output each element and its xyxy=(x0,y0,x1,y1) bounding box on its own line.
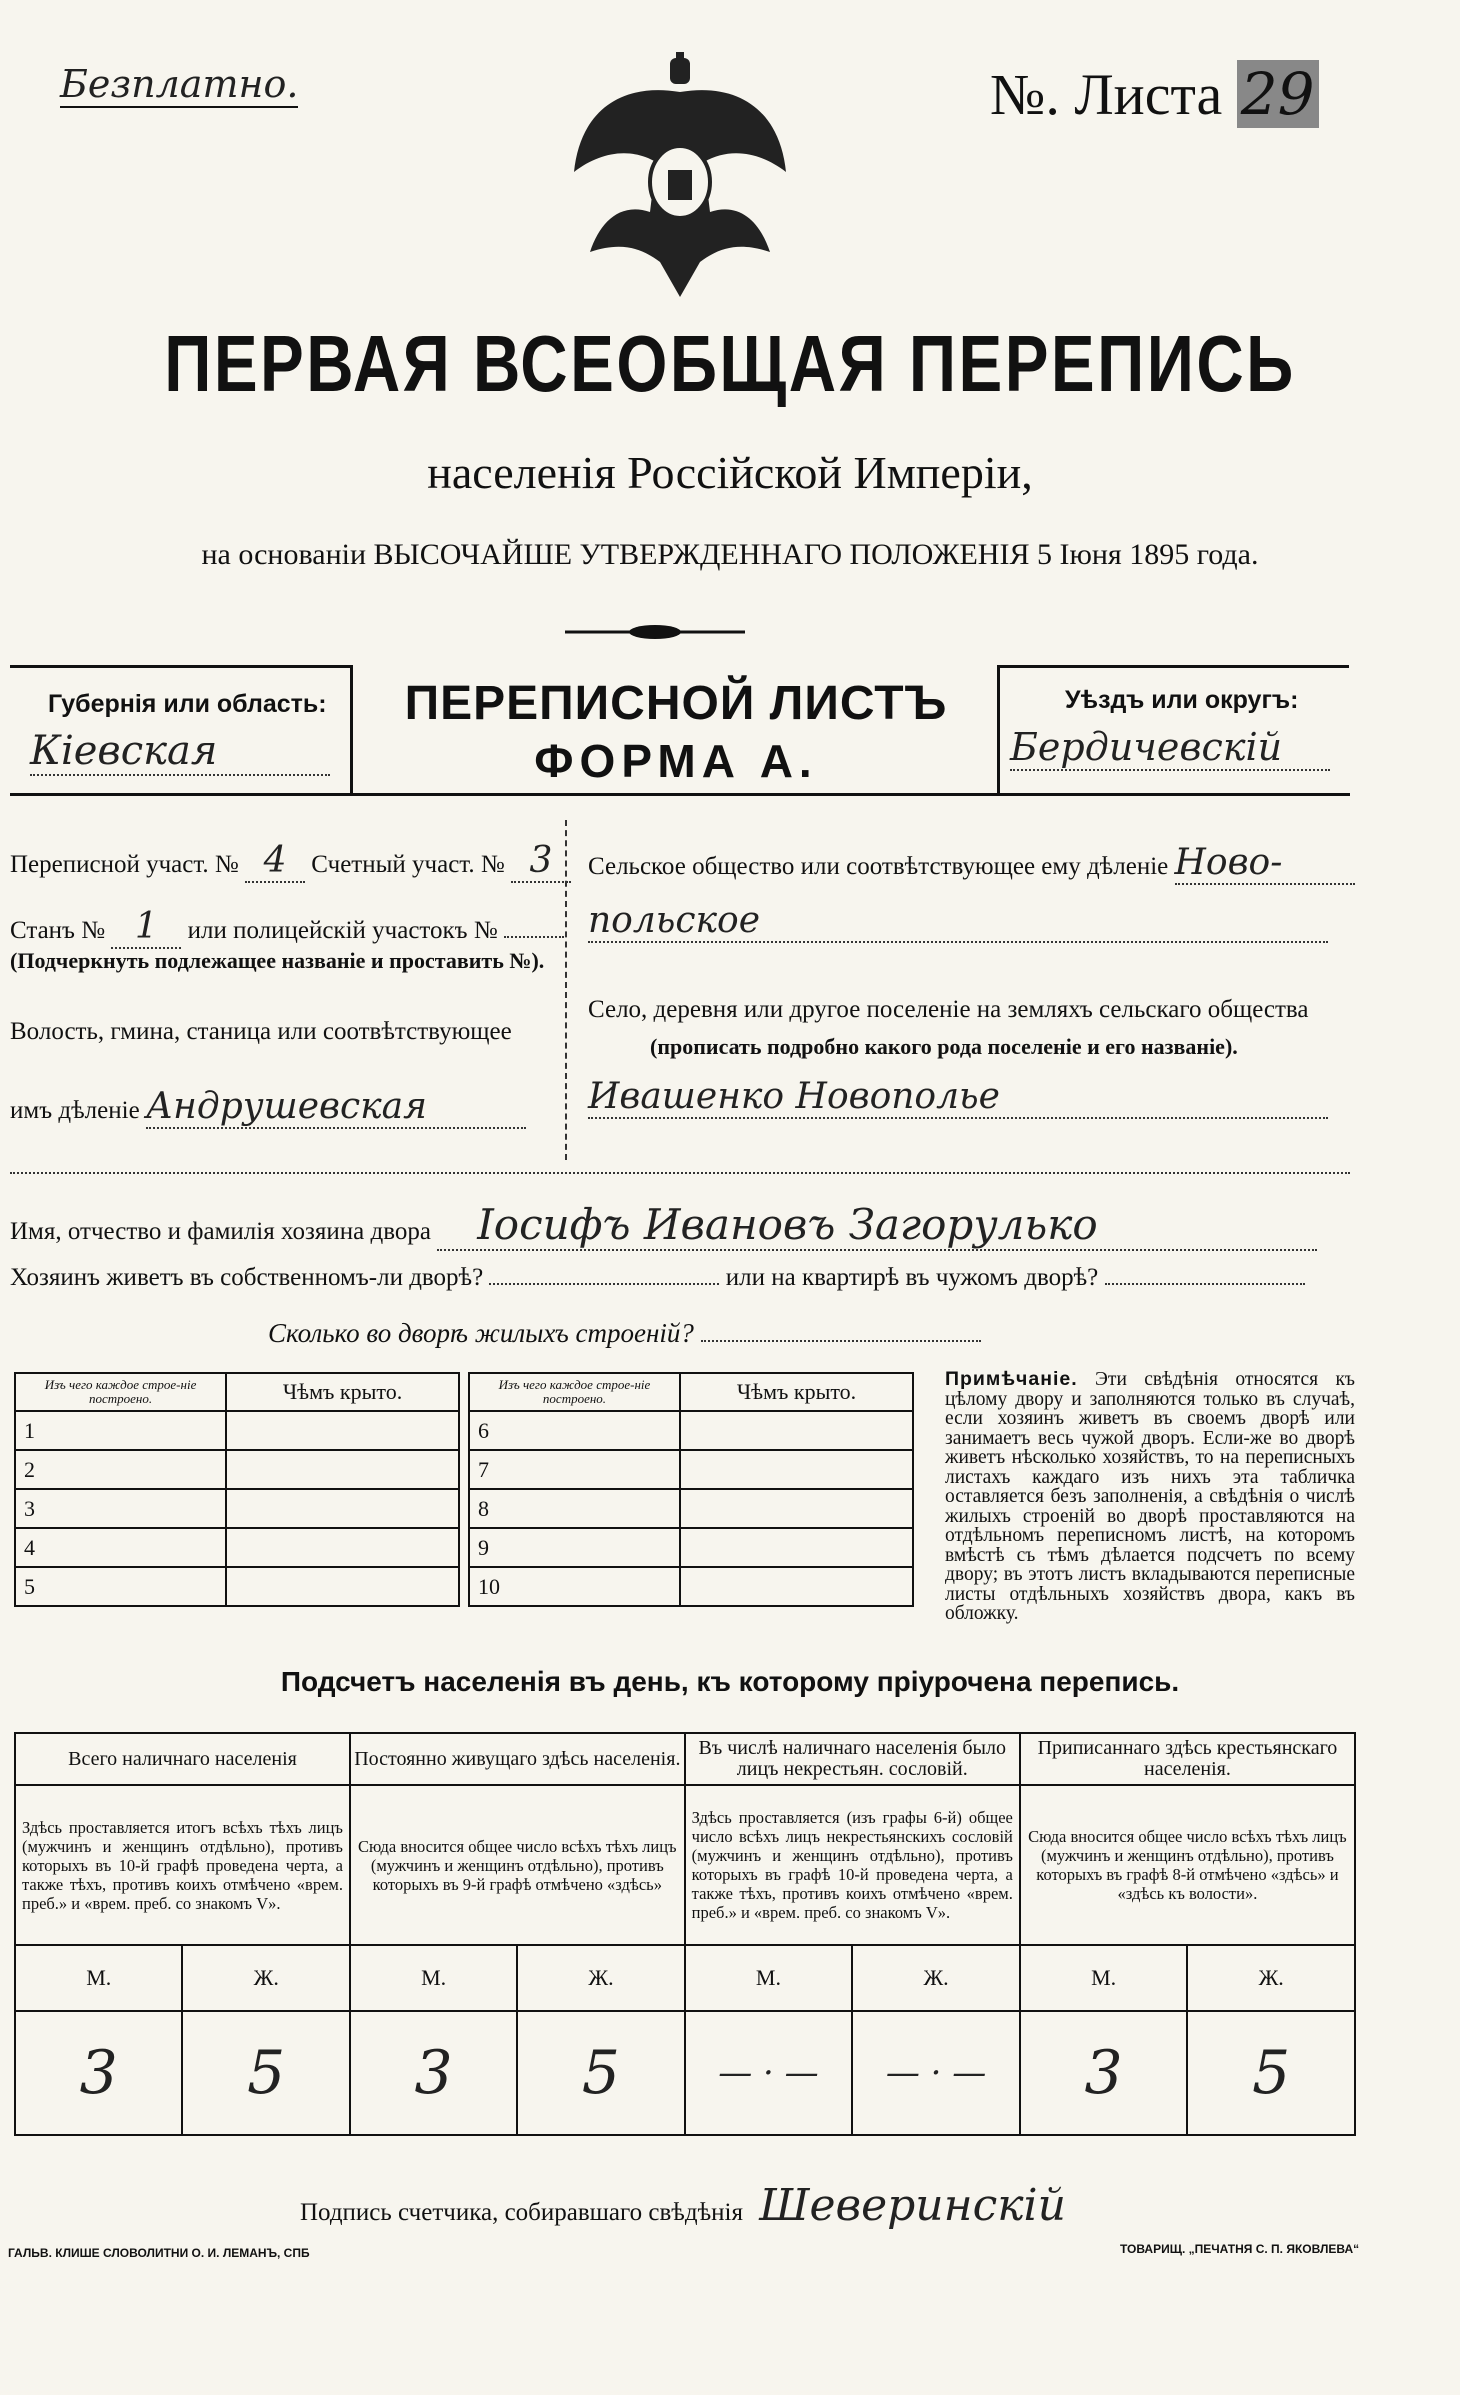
district-value: Бердичевскій xyxy=(1010,725,1330,771)
sheet-number-value: 29 xyxy=(1237,60,1319,128)
row-num: 10 xyxy=(469,1567,680,1606)
signature-row xyxy=(300,2180,1066,2231)
stan-row xyxy=(10,906,564,949)
row-num: 5 xyxy=(15,1567,226,1606)
page-subtitle: населенія Россійской Имперіи, xyxy=(427,447,1033,498)
form-subtitle: ФОРМА А. xyxy=(534,735,818,787)
ornament-divider xyxy=(565,622,745,642)
village-value: Ивашенко Новополье xyxy=(588,1076,1328,1119)
pop-col-1-f-value: 5 xyxy=(182,2011,349,2135)
note xyxy=(945,1370,1355,1624)
note-text: Эти свѣдѣнія относятся къ цѣлому двору и заполняются только въ случаѣ, если хозяинъ живетъ въ своемъ дворѣ или занимаетъ весь чужой дворъ. Если-же во дворѣ живетъ нѣсколько хозяйствъ, то на переписныхъ листахъ каждаго изъ нихъ эта табличка оставляется безъ заполненія, а свѣдѣнія о числѣ жилыхъ строеній во дворѣ проставляются на отдѣльномъ переписномъ листѣ, на которомъ вмѣстѣ съ тѣмъ дѣлается подсчетъ по всему двору; въ этотъ листъ вкладываются переписные листы отдѣльныхъ хозяйствъ двора, какъ въ обложку. xyxy=(945,1369,1356,1624)
pop-col-2-m-value: 3 xyxy=(350,2011,517,2135)
m-label: М. xyxy=(15,1945,182,2011)
f-label: Ж. xyxy=(517,1945,684,2011)
society-value-1: Ново- xyxy=(1175,842,1355,885)
f-label: Ж. xyxy=(852,1945,1020,2011)
pop-col-3-desc: Здѣсь проставляется (изъ графы 6-й) общее число всѣхъ лицъ некрестьянскихъ сословій (мужчинъ и женщинъ отдѣльно), противъ которыхъ въ графѣ 10-й проведена черта, а также тѣхъ, противъ коихъ отмѣчено «врем. преб.» и «врем. преб. со знакомъ V». xyxy=(685,1785,1020,1945)
stan-label: Станъ № xyxy=(10,917,106,944)
coat-of-arms-icon xyxy=(560,52,800,302)
f-label: Ж. xyxy=(1187,1945,1355,2011)
sheet-number xyxy=(990,60,1319,128)
buildings-row xyxy=(268,1318,981,1349)
page-title: ПЕРВАЯ ВСЕОБЩАЯ ПЕРЕПИСЬ xyxy=(164,319,1296,408)
table-row xyxy=(15,1450,913,1489)
f-label: Ж. xyxy=(182,1945,349,2011)
pop-col-2-header: Постоянно живущаго здѣсь населенія. xyxy=(350,1733,685,1785)
pop-col-3-m-value: — · — xyxy=(685,2011,853,2135)
buildings-table xyxy=(14,1372,914,1607)
owner-row xyxy=(10,1200,1317,1251)
count-section-value: 3 xyxy=(511,840,571,883)
sheet-number-label: №. Листа xyxy=(990,62,1223,127)
census-section-row xyxy=(10,840,571,883)
pop-col-2-desc: Сюда вносится общее число всѣхъ тѣхъ лицъ (мужчинъ и женщинъ отдѣльно), противъ которыхъ въ 9-й графѣ отмѣчено «здѣсь» xyxy=(350,1785,685,1945)
buildings-col-built-2: Изъ чего каждое строе-ніе построено. xyxy=(469,1373,680,1411)
pop-col-3-header: Въ числѣ наличнаго населенія было лицъ некрестьян. сословій. xyxy=(685,1733,1020,1785)
row-num: 2 xyxy=(15,1450,226,1489)
buildings-label: Сколько во дворѣ жилыхъ строеній? xyxy=(268,1318,694,1348)
pop-col-4-desc: Сюда вносится общее число всѣхъ тѣхъ лицъ (мужчинъ и женщинъ отдѣльно), противъ которыхъ въ графѣ 8-й отмѣчено «здѣсь» и «здѣсь къ волости». xyxy=(1020,1785,1355,1945)
row-num: 6 xyxy=(469,1411,680,1450)
province-value: Кіевская xyxy=(30,728,330,776)
row-num: 9 xyxy=(469,1528,680,1567)
population-title: Подсчетъ населенія въ день, къ которому пріурочена перепись. xyxy=(280,1666,1180,1697)
buildings-col-built: Изъ чего каждое строе-ніе построено. xyxy=(15,1373,226,1411)
table-row xyxy=(15,1528,913,1567)
lives-label: Хозяинъ живетъ въ собственномъ-ли дворѣ? xyxy=(10,1264,484,1291)
printer-right: ТОВАРИЩ. „ПЕЧАТНЯ С. П. ЯКОВЛЕВА“ xyxy=(1120,2242,1360,2256)
pop-col-4-f-value: 5 xyxy=(1187,2011,1355,2135)
row-num: 1 xyxy=(15,1411,226,1450)
society-row xyxy=(588,842,1355,885)
count-section-label: Счетный участ. № xyxy=(311,851,505,878)
m-label: М. xyxy=(685,1945,853,2011)
signature-label: Подпись счетчика, собиравшаго свѣдѣнія xyxy=(300,2199,743,2226)
owner-name-value: Іосифъ Ивановъ Загорулько xyxy=(437,1200,1317,1251)
row-num: 8 xyxy=(469,1489,680,1528)
province-label: Губернія или область: xyxy=(48,690,327,718)
signature-value: Шеверинскій xyxy=(759,2180,1066,2231)
apartment-label: или на квартирѣ въ чужомъ дворѣ? xyxy=(725,1264,1099,1291)
population-table xyxy=(14,1732,1356,2136)
volost-label-2: имъ дѣленіе xyxy=(10,1097,140,1124)
stan-note: (Подчеркнуть подлежащее названіе и проставить №). xyxy=(10,948,545,973)
row-num: 4 xyxy=(15,1528,226,1567)
lives-row xyxy=(10,1264,1305,1292)
society-value-2: польское xyxy=(588,900,1328,943)
row-num: 7 xyxy=(469,1450,680,1489)
society-label: Сельское общество или соотвѣтствующее ему дѣленіе xyxy=(588,853,1169,880)
pop-col-4-header: Приписаннаго здѣсь крестьянскаго населенія. xyxy=(1020,1733,1355,1785)
legal-basis: на основаніи ВЫСОЧАЙШЕ УТВЕРЖДЕННАГО ПОЛОЖЕНІЯ 5 Іюня 1895 года. xyxy=(201,538,1259,571)
note-title: Примѣчаніе. xyxy=(945,1368,1078,1390)
stan-value: 1 xyxy=(111,906,181,949)
row-num: 3 xyxy=(15,1489,226,1528)
census-section-label: Переписной участ. № xyxy=(10,851,239,878)
pop-col-4-m-value: 3 xyxy=(1020,2011,1188,2135)
printer-left: ГАЛЬВ. КЛИШЕ СЛОВОЛИТНИ О. И. ЛЕМАНЪ, СПБ xyxy=(8,2246,310,2260)
m-label: М. xyxy=(1020,1945,1188,2011)
village-label: Село, деревня или другое поселеніе на земляхъ сельскаго общества xyxy=(588,996,1309,1023)
census-section-value: 4 xyxy=(245,840,305,883)
district-label: Уѣздъ или округъ: xyxy=(1065,686,1299,714)
form-title: ПЕРЕПИСНОЙ ЛИСТЪ xyxy=(404,677,948,730)
buildings-col-roof-2: Чѣмъ крыто. xyxy=(680,1373,913,1411)
volost-label-1: Волость, гмина, станица или соотвѣтствующее xyxy=(10,1018,512,1045)
pop-col-1-m-value: 3 xyxy=(15,2011,182,2135)
m-label: М. xyxy=(350,1945,517,2011)
table-row xyxy=(15,1567,913,1606)
volost-value: Андрушевская xyxy=(146,1086,526,1129)
buildings-col-roof: Чѣмъ крыто. xyxy=(226,1373,459,1411)
free-label: Безплатно. xyxy=(60,62,299,106)
pop-col-2-f-value: 5 xyxy=(517,2011,684,2135)
table-row xyxy=(15,1489,913,1528)
pop-col-3-f-value: — · — xyxy=(852,2011,1020,2135)
stan-suffix: или полицейскій участокъ № xyxy=(187,917,498,944)
volost-row xyxy=(10,1086,526,1129)
owner-name-label: Имя, отчество и фамилія хозяина двора xyxy=(10,1218,431,1245)
village-note: (прописать подробно какого рода поселеніе и его названіе). xyxy=(650,1034,1238,1059)
table-row xyxy=(15,1411,913,1450)
pop-col-1-header: Всего наличнаго населенія xyxy=(15,1733,350,1785)
pop-col-1-desc: Здѣсь проставляется итогъ всѣхъ тѣхъ лицъ (мужчинъ и женщинъ отдѣльно), противъ которыхъ въ 10-й графѣ проведена черта, а также тѣхъ, противъ коихъ отмѣчено «врем. преб.» и «врем. преб. со знакомъ V». xyxy=(15,1785,350,1945)
